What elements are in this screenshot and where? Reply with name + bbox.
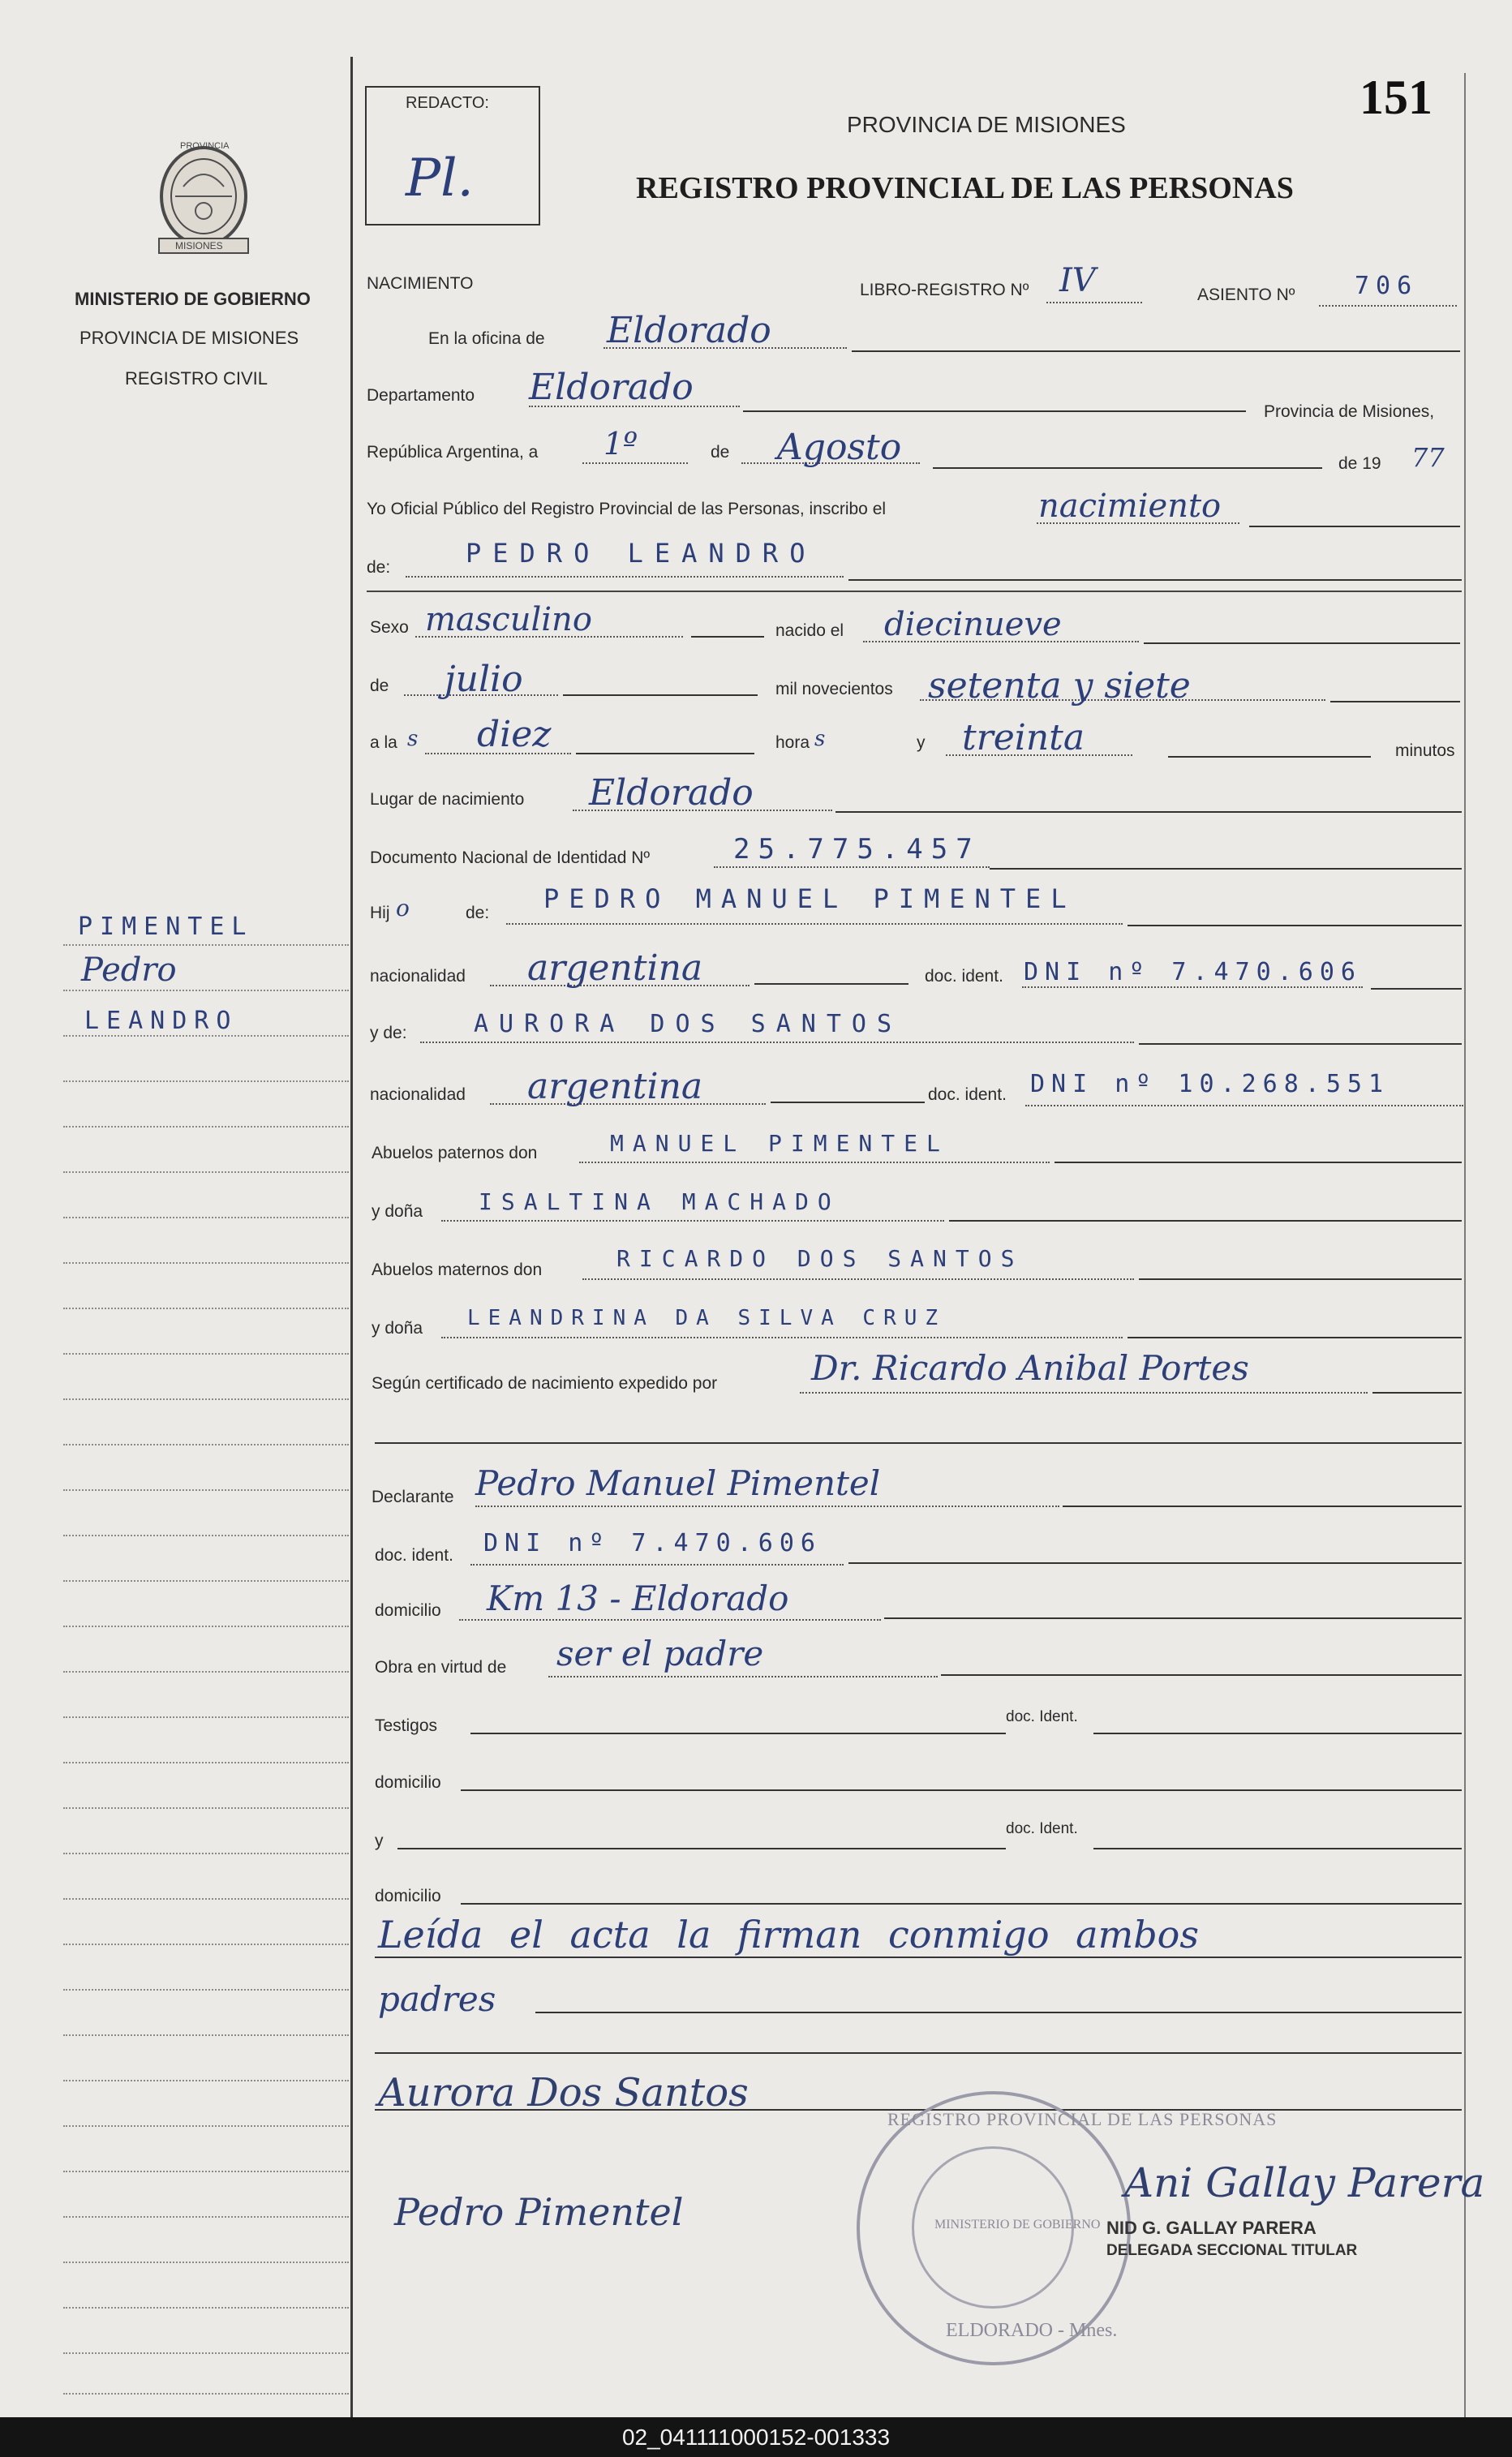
doc-label-padre: doc. ident. <box>925 967 1003 986</box>
registry-label: REGISTRO CIVIL <box>125 368 268 389</box>
asiento-value: 706 <box>1355 272 1419 300</box>
doc-madre-value: DNI nº 10.268.551 <box>1030 1070 1390 1098</box>
nombre-value: PEDRO LEANDRO <box>466 538 817 569</box>
province-heading: PROVINCIA DE MISIONES <box>847 112 1126 137</box>
y-label: y <box>917 733 926 752</box>
redacto-initials: Pl. <box>406 148 474 208</box>
lugar-label: Lugar de nacimiento <box>370 790 525 809</box>
alas-s: s <box>407 727 419 751</box>
margin-note-middle: LEANDRO <box>84 1007 238 1035</box>
stamp-ring-top: REGISTRO PROVINCIAL DE LAS PERSONAS <box>887 2109 1278 2129</box>
redacto-label: REDACTO: <box>406 94 489 112</box>
libro-value: IV <box>1059 262 1096 299</box>
nac-label-padre: nacionalidad <box>370 967 466 986</box>
madre-value: AURORA DOS SANTOS <box>474 1010 903 1038</box>
domicilio-label-3: domicilio <box>375 1887 441 1905</box>
hijo-suffix: o <box>396 895 410 921</box>
column-divider <box>350 57 353 2417</box>
asiento-label: ASIENTO Nº <box>1197 286 1295 304</box>
y-label-testigo: y <box>375 1832 384 1850</box>
ydona-label-2: y doña <box>372 1319 423 1338</box>
nac-padre-value: argentina <box>527 947 703 989</box>
domicilio-value: Km 13 - Eldorado <box>487 1579 789 1618</box>
domicilio-label-1: domicilio <box>375 1601 441 1620</box>
signature-madre: Aurora Dos Santos <box>378 2070 749 2116</box>
republica-label: República Argentina, a <box>367 443 539 462</box>
right-margin-rule <box>1464 73 1466 2417</box>
doc-label-madre: doc. ident. <box>928 1085 1007 1104</box>
record-type: NACIMIENTO <box>367 274 474 293</box>
closing-line-2: padres <box>378 1979 496 2019</box>
officer-name: NID G. GALLAY PARERA <box>1106 2218 1317 2238</box>
signature-padre: Pedro Pimentel <box>394 2190 684 2234</box>
abuelos-paternos-label: Abuelos paternos don <box>372 1144 538 1162</box>
minutos-value: treinta <box>962 717 1085 758</box>
declarante-value: Pedro Manuel Pimentel <box>475 1463 881 1503</box>
domicilio-label-2: domicilio <box>375 1773 441 1792</box>
stamp-inner-text: MINISTERIO DE GOBIERNO <box>934 2218 1101 2231</box>
signature-officer: Ani Gallay Parera <box>1124 2159 1485 2206</box>
margin-note-surname: PIMENTEL <box>78 913 254 941</box>
dni-label: Documento Nacional de Identidad Nº <box>370 848 651 867</box>
abuelo-materno-value: RICARDO DOS SANTOS <box>616 1245 1024 1272</box>
nac-label-madre: nacionalidad <box>370 1085 466 1104</box>
page-number: 151 <box>1360 71 1433 124</box>
doc-decl-label: doc. ident. <box>375 1546 453 1565</box>
minutos-label: minutos <box>1395 741 1455 760</box>
lugar-value: Eldorado <box>589 772 754 814</box>
de-label-2: de <box>370 677 389 695</box>
declarante-label: Declarante <box>372 1488 454 1506</box>
abuela-materna-value: LEANDRINA DA SILVA CRUZ <box>467 1306 947 1330</box>
sexo-label: Sexo <box>370 618 409 637</box>
closing-line-1: Leída el acta la firman conmigo ambos <box>378 1913 1199 1957</box>
doc-decl-value: DNI nº 7.470.606 <box>483 1529 822 1557</box>
yde-label: y de: <box>370 1024 407 1042</box>
nac-madre-value: argentina <box>527 1066 703 1107</box>
anio-value: 77 <box>1411 442 1445 473</box>
oficina-value: Eldorado <box>607 310 771 351</box>
testigos-doc-label: doc. Ident. <box>1006 1708 1078 1725</box>
horas-s: s <box>814 727 826 751</box>
departamento-value: Eldorado <box>529 367 694 408</box>
alas-label: a la <box>370 733 397 752</box>
officer-title: DELEGADA SECCIONAL TITULAR <box>1106 2242 1358 2259</box>
ydona-label-1: y doña <box>372 1202 423 1221</box>
de-label-1: de <box>711 443 730 462</box>
nacido-value: diecinueve <box>884 606 1062 643</box>
abuelo-paterno-value: MANUEL PIMENTEL <box>610 1130 949 1157</box>
certificado-value: Dr. Ricardo Anibal Portes <box>811 1348 1249 1388</box>
seal-top-text: PROVINCIA <box>180 141 230 151</box>
sexo-value: masculino <box>425 601 592 638</box>
padre-value: PEDRO MANUEL PIMENTEL <box>543 883 1076 914</box>
de-label-nombre: de: <box>367 558 391 577</box>
testigos-label: Testigos <box>375 1716 438 1735</box>
registry-title: REGISTRO PROVINCIAL DE LAS PERSONAS <box>636 171 1294 205</box>
mes-nac-value: julio <box>445 659 523 700</box>
horas-label: hora <box>775 733 810 752</box>
oficina-label: En la oficina de <box>428 329 545 348</box>
province-label: PROVINCIA DE MISIONES <box>79 328 299 348</box>
dia-value: 1º <box>604 426 638 462</box>
obra-value: ser el padre <box>556 1634 764 1673</box>
mes-value: Agosto <box>777 427 902 468</box>
archive-reference: 02_041111000152-001333 <box>0 2417 1512 2457</box>
hora-value: diez <box>477 714 552 755</box>
anio-nac-value: setenta y siete <box>928 665 1191 707</box>
abuelos-maternos-label: Abuelos maternos don <box>372 1261 543 1279</box>
testigo2-doc-label: doc. Ident. <box>1006 1820 1078 1837</box>
dni-value: 25.775.457 <box>733 833 981 866</box>
mil-label: mil novecientos <box>775 680 893 698</box>
abuela-paterna-value: ISALTINA MACHADO <box>479 1188 840 1215</box>
seal-bottom-text: MISIONES <box>175 240 223 251</box>
departamento-label: Departamento <box>367 386 475 405</box>
nacido-label: nacido el <box>775 621 844 640</box>
stamp-ring-bottom: ELDORADO - Mnes. <box>946 2320 1118 2341</box>
inscribo-value: nacimiento <box>1038 488 1222 525</box>
certificado-label: Según certificado de nacimiento expedido por <box>372 1374 718 1393</box>
provincia-suffix: Provincia de Misiones, <box>1264 402 1435 421</box>
de-label-3: de: <box>466 904 490 922</box>
hijo-label: Hij <box>370 904 390 922</box>
obra-label: Obra en virtud de <box>375 1658 507 1677</box>
ministry-label: MINISTERIO DE GOBIERNO <box>75 289 311 309</box>
de-anio-label: de 19 <box>1338 454 1381 473</box>
oficial-text: Yo Oficial Público del Registro Provincial de las Personas, inscribo el <box>367 500 887 518</box>
margin-note-name: Pedro <box>81 951 177 989</box>
doc-padre-value: DNI nº 7.470.606 <box>1024 958 1362 986</box>
libro-label: LIBRO-REGISTRO Nº <box>860 281 1029 299</box>
